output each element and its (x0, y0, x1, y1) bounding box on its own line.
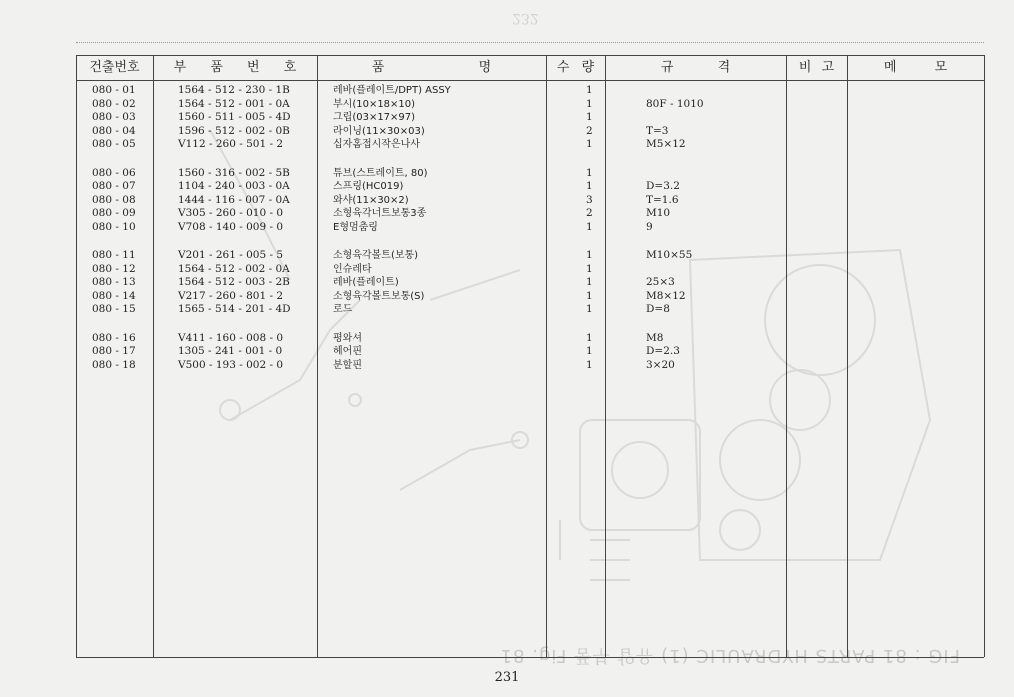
header-memo: 메 모 (883, 60, 948, 75)
cell-quantity: 2 (586, 207, 593, 220)
cell-no: 080 - 05 (92, 138, 136, 151)
top-border (76, 42, 984, 43)
header-quantity: 수 량 (556, 60, 595, 75)
cell-no: 080 - 13 (92, 276, 136, 289)
cell-part-name: E형멈춤링 (333, 221, 378, 233)
cell-part-number: V217 - 260 - 801 - 2 (178, 289, 284, 302)
cell-spec: D=2.3 (646, 345, 680, 358)
cell-part-name: 소형육각볼트보통(S) (333, 290, 425, 302)
cell-quantity: 3 (586, 193, 593, 206)
column-divider (984, 55, 985, 657)
cell-part-name: 소형육각너트보통3종 (333, 208, 427, 220)
cell-quantity: 1 (586, 262, 593, 275)
cell-part-name: 평와셔 (333, 332, 362, 344)
cell-no: 080 - 03 (92, 111, 136, 124)
cell-spec: D=8 (646, 303, 670, 316)
header-note: 비 고 (798, 60, 835, 75)
cell-part-number: 1104 - 240 - 003 - 0A (178, 180, 290, 193)
cell-no: 080 - 11 (92, 249, 136, 261)
cell-part-name: 레바(플레이트) (333, 277, 399, 289)
cell-no: 080 - 01 (92, 84, 136, 96)
cell-quantity: 1 (586, 289, 593, 302)
cell-no: 080 - 02 (92, 97, 136, 110)
cell-quantity: 1 (586, 276, 593, 289)
cell-spec: M10 (646, 207, 671, 220)
cell-spec: M8×12 (646, 289, 686, 302)
cell-part-number: 1565 - 514 - 201 - 4D (178, 303, 291, 316)
cell-quantity: 1 (586, 138, 593, 151)
cell-spec: D=3.2 (646, 180, 680, 193)
cell-no: 080 - 16 (92, 331, 136, 344)
page-number: 231 (494, 670, 520, 685)
cell-part-name: 레바(플레이트/DPT) ASSY (333, 85, 451, 96)
cell-quantity: 1 (586, 97, 593, 110)
cell-quantity: 1 (586, 345, 593, 358)
cell-no: 080 - 10 (92, 220, 136, 233)
cell-quantity: 1 (586, 331, 593, 344)
column-divider (153, 55, 154, 657)
cell-quantity: 1 (586, 358, 593, 371)
cell-quantity: 1 (586, 303, 593, 316)
column-divider (847, 55, 848, 657)
cell-no: 080 - 07 (92, 180, 136, 193)
cell-part-name: 헤어핀 (333, 346, 362, 358)
bottom-border (76, 657, 984, 658)
cell-spec: M8 (646, 331, 664, 344)
cell-part-name: 로드 (333, 304, 353, 316)
cell-part-number: 1564 - 512 - 002 - 0A (178, 262, 290, 275)
cell-quantity: 1 (586, 220, 593, 233)
column-divider (786, 55, 787, 657)
header-no: 건출번호 (89, 60, 140, 75)
cell-no: 080 - 12 (92, 262, 136, 275)
cell-spec: T=3 (646, 124, 669, 137)
cell-part-number: 1564 - 512 - 230 - 1B (178, 84, 290, 96)
cell-part-name: 십자홈접시작은나사 (333, 139, 420, 151)
cell-no: 080 - 14 (92, 289, 136, 302)
column-divider (546, 55, 547, 657)
cell-quantity: 1 (586, 166, 593, 179)
header-part-name: 품 명 (371, 60, 492, 75)
cell-no: 080 - 06 (92, 166, 136, 179)
cell-part-name: 인슈레타 (333, 263, 372, 275)
cell-part-name: 튜브(스트레이트, 80) (333, 167, 428, 179)
cell-part-name: 분할핀 (333, 359, 362, 371)
column-divider (605, 55, 606, 657)
cell-quantity: 1 (586, 249, 593, 261)
cell-part-name: 소형육각볼트(보통) (333, 250, 419, 261)
cell-no: 080 - 08 (92, 193, 136, 206)
cell-no: 080 - 09 (92, 207, 136, 220)
cell-part-number: 1596 - 512 - 002 - 0B (178, 124, 290, 137)
cell-part-number: V305 - 260 - 010 - 0 (178, 207, 284, 220)
cell-part-number: 1564 - 512 - 001 - 0A (178, 97, 290, 110)
cell-part-number: 1305 - 241 - 001 - 0 (178, 345, 283, 358)
cell-spec: T=1.6 (646, 193, 679, 206)
cell-part-number: 1560 - 316 - 002 - 5B (178, 166, 290, 179)
cell-no: 080 - 17 (92, 345, 136, 358)
cell-part-name: 라이닝(11×30×03) (333, 125, 425, 137)
cell-spec: 80F - 1010 (646, 97, 704, 110)
cell-part-number: 1560 - 511 - 005 - 4D (178, 111, 291, 124)
cell-part-name: 스프링(HC019) (333, 181, 404, 193)
cell-part-name: 와샤(11×30×2) (333, 194, 409, 206)
cell-part-name: 부시(10×18×10) (333, 98, 416, 110)
cell-part-number: V411 - 160 - 008 - 0 (178, 331, 284, 344)
cell-part-number: V201 - 261 - 005 - 5 (178, 249, 284, 261)
cell-part-number: V708 - 140 - 009 - 0 (178, 220, 284, 233)
cell-no: 080 - 15 (92, 303, 136, 316)
cell-quantity: 2 (586, 124, 593, 137)
cell-no: 080 - 18 (92, 358, 136, 371)
column-divider (317, 55, 318, 657)
cell-spec: 25×3 (646, 276, 675, 289)
cell-part-number: 1444 - 116 - 007 - 0A (178, 193, 290, 206)
cell-part-number: V500 - 193 - 002 - 0 (178, 358, 284, 371)
header-spec: 규 격 (660, 60, 731, 75)
cell-spec: M10×55 (646, 249, 693, 261)
cell-part-name: 그립(03×17×97) (333, 112, 416, 124)
header-part-number: 부 품 번 호 (173, 60, 297, 75)
bleed-through-text: 232 (512, 10, 539, 26)
cell-spec: M5×12 (646, 138, 686, 151)
cell-part-number: 1564 - 512 - 003 - 2B (178, 276, 290, 289)
cell-quantity: 1 (586, 111, 593, 124)
cell-no: 080 - 04 (92, 124, 136, 137)
cell-quantity: 1 (586, 180, 593, 193)
column-divider (76, 55, 77, 657)
bleed-through-caption: FIG : 81 PARTS HYDRAULIC (1) 유압 부품 Fig. 81 (499, 645, 960, 666)
cell-spec: 3×20 (646, 358, 675, 371)
cell-quantity: 1 (586, 84, 593, 96)
cell-spec: 9 (646, 220, 653, 233)
cell-part-number: V112 - 260 - 501 - 2 (178, 138, 284, 151)
